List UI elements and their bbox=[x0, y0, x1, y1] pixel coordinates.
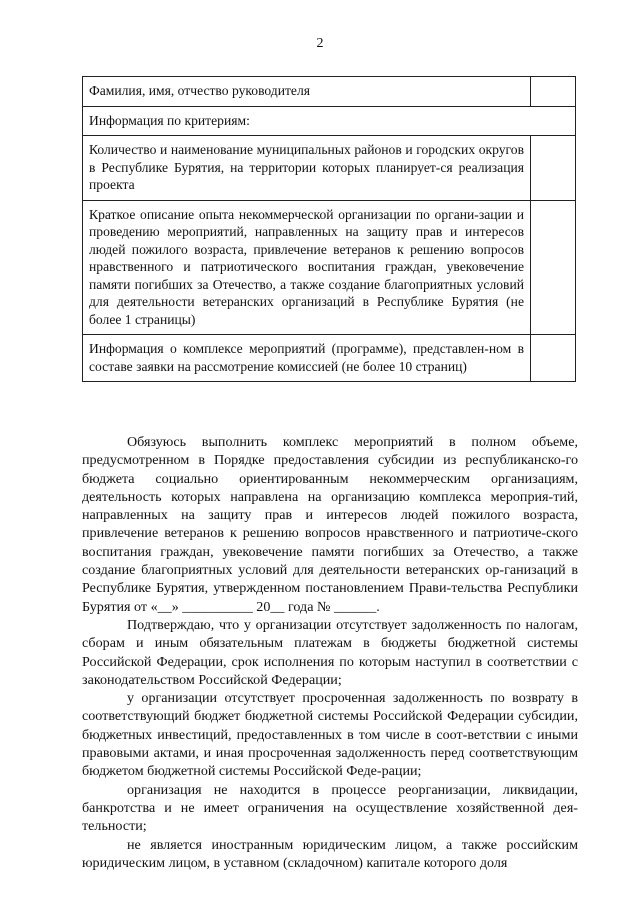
paragraph-no-tax-debt: Подтверждаю, что у организации отсутствует задолженность по налогам, сборам и иным обязательным платежам в бюджеты бюджетной системы Российской Федерации, срок исполнения по которым наступил в соответствии с законодательством Российской Федерации; bbox=[82, 616, 578, 688]
table-cell-value[interactable] bbox=[531, 200, 576, 335]
paragraph-not-foreign-entity: не является иностранным юридическим лицом, а также российским юридическим лицом, в уставном (складочном) капитале которого доля bbox=[82, 836, 578, 871]
paragraph-not-in-reorganization: организация не находится в процессе реорганизации, ликвидации, банкротства и не имеет ограничения на осуществление хозяйственной дея-тельности; bbox=[82, 781, 578, 835]
table-cell-value[interactable] bbox=[531, 77, 576, 107]
table-section-heading: Информация по критериям: bbox=[83, 106, 576, 136]
table-row bbox=[83, 335, 576, 382]
table-row bbox=[83, 106, 576, 136]
table-row bbox=[83, 77, 576, 107]
table-row bbox=[83, 136, 576, 201]
table-cell-label: Информация о комплексе мероприятий (программе), представлен-ном в составе заявки на рассмотрение комиссией (не более 10 страниц) bbox=[83, 335, 531, 382]
table-cell-label: Фамилия, имя, отчество руководителя bbox=[83, 77, 531, 107]
table-cell-value[interactable] bbox=[531, 136, 576, 201]
page-number: 2 bbox=[316, 36, 324, 51]
paragraph-no-overdue-debt: у организации отсутствует просроченная задолженность по возврату в соответствующий бюджет бюджетной системы Российской Федерации субсидии, бюджетных инвестиций, предоставленных в том числе в соот-ветствии с иными правовыми актами, и иная просроченная задолженность перед соответствующим бюджетом бюджетной системы Российской Феде-рации; bbox=[82, 690, 578, 780]
criteria-table bbox=[82, 76, 576, 382]
table-cell-value[interactable] bbox=[531, 335, 576, 382]
table-row bbox=[83, 200, 576, 335]
table-cell-label: Краткое описание опыта некоммерческой организации по органи-зации и проведению мероприятий, направленных на защиту прав и интересов людей пожилого возраста, привлечение ветеранов к решению вопросов нравственного и патриотического воспитания граждан, увековечение памяти погибших за Отечество, а также создание благоприятных условий для деятельности ветеранских организаций в Республике Бурятия (не более 1 страницы) bbox=[83, 200, 531, 335]
paragraph-commitment: Обязуюсь выполнить комплекс мероприятий в полном объеме, предусмотренном в Порядке предоставления субсидии из республиканско-го бюджета социально ориентированным некоммерческим организациям, деятельность которых направлена на организацию комплекса мероприя-тий, направленных на защиту прав и интересов людей пожилого возраста, привлечение ветеранов к решению вопросов нравственного и патриотиче-ского воспитания граждан, увековечение памяти погибших за Отечество, а также создание благоприятных условий для деятельности ветеранских ор-ганизаций в Республике Бурятия, утвержденном постановлением Прави-тельства Республики Бурятия от «__» __________ 20__ года № ______. bbox=[82, 434, 578, 615]
table-cell-label: Количество и наименование муниципальных районов и городских округов в Республике Бурятия, на территории которых планирует-ся реализация проекта bbox=[83, 136, 531, 201]
body-text bbox=[82, 433, 578, 872]
